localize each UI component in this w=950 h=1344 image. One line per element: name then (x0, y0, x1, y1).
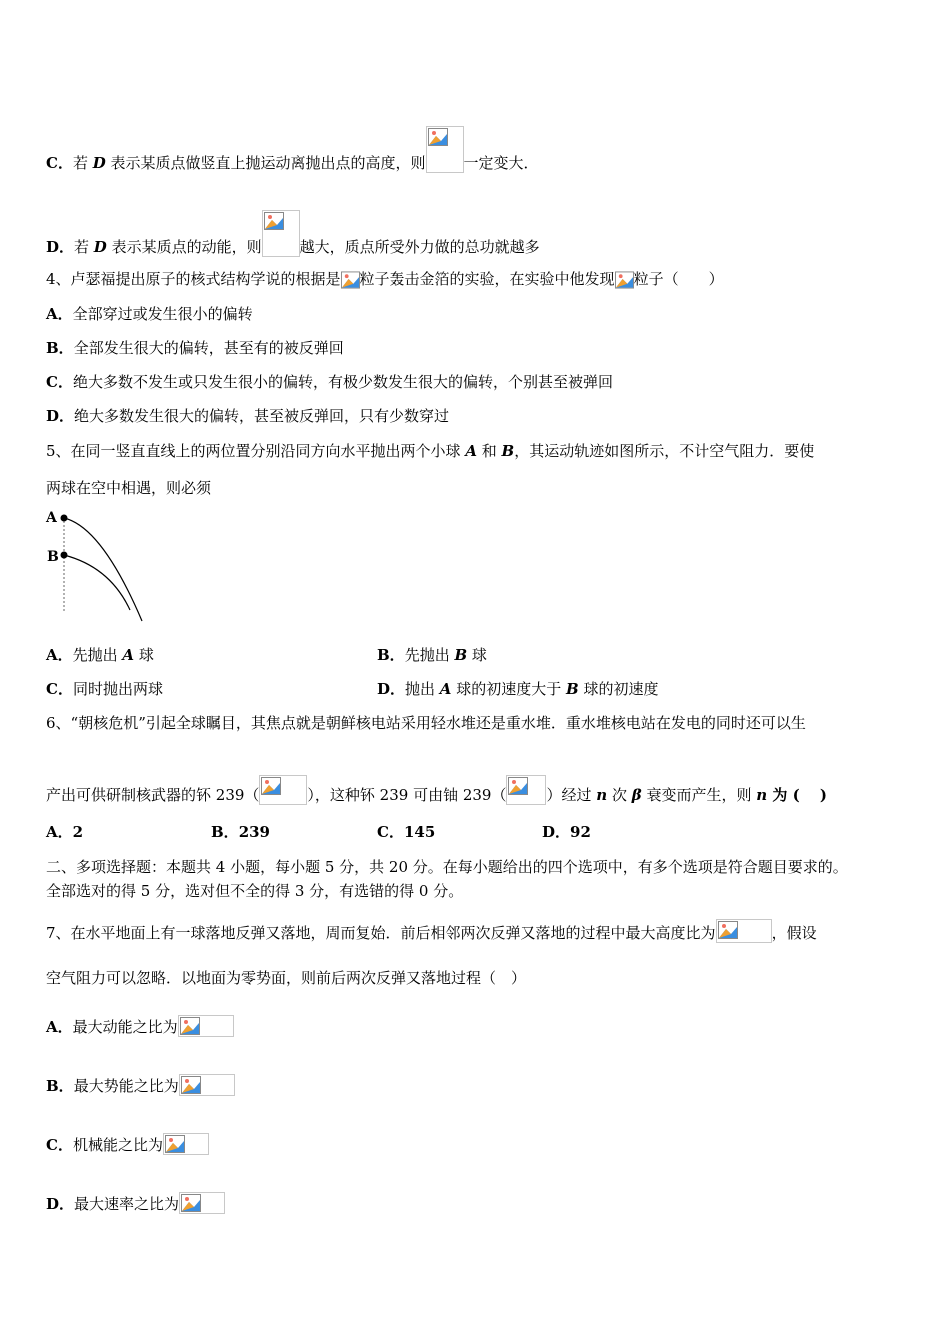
question-text: 次 (607, 786, 632, 804)
option-label: D． (46, 238, 75, 256)
q6-option-c (377, 822, 435, 842)
variable: D (93, 238, 107, 256)
option-text: 球 (467, 646, 487, 664)
option-text: 一定变大． (463, 154, 539, 172)
option-label: B． (377, 646, 405, 664)
option-label: C． (46, 680, 73, 698)
option-text: 最大势能之比为 (73, 1077, 179, 1095)
variable: A (465, 442, 477, 460)
option-text: 92 (570, 823, 591, 841)
option-text: 球的初速度 (578, 680, 659, 698)
option-label: A． (46, 646, 73, 664)
trajectory-a (64, 518, 142, 621)
variable: B (501, 442, 515, 460)
option-text: 表示某质点做竖直上抛运动离抛出点的高度，则 (105, 154, 426, 172)
option-text: 同时抛出两球 (72, 680, 163, 698)
question-text: 衰变而产生，则 (641, 786, 757, 804)
variable: A (122, 646, 135, 664)
section-text: 全部选对的得 5 分，选对但不全的得 3 分，有选错的得 0 分。 (46, 882, 464, 900)
q7-stem-line2 (46, 968, 526, 988)
ratio-formula-image-icon (179, 1192, 225, 1214)
question-text: 空气阻力可以忽略．以地面为零势面，则前后两次反弹又落地过程（ ） (46, 969, 527, 987)
q5-option-a (46, 645, 154, 665)
trajectory-b (64, 555, 130, 610)
broken-image-icon (262, 210, 300, 257)
q6-option-a (46, 822, 83, 842)
q6-option-b (211, 822, 270, 842)
option-text: 若 (72, 154, 93, 172)
option-label: C． (377, 823, 404, 841)
option-text: 239 (238, 823, 270, 841)
option-text: 最大速率之比为 (74, 1195, 180, 1213)
broken-image-icon (426, 126, 464, 173)
option-label: D． (377, 680, 406, 698)
label-b: B (47, 549, 59, 565)
option-label: C． (46, 1136, 73, 1154)
q3-option-d (46, 210, 540, 257)
question-text: 6、“朝核危机”引起全球瞩目，其焦点就是朝鲜核电站采用轻水堆还是重水堆．重水堆核电站在发电的同时还可以生 (46, 714, 806, 732)
pu239-formula-image-icon (259, 775, 307, 805)
q6-stem-line2 (46, 775, 827, 805)
trajectory-figure (42, 505, 152, 625)
option-label: A． (46, 823, 73, 841)
q7-stem-line1 (46, 919, 817, 943)
q7-option-d (46, 1192, 225, 1214)
ball-b-dot (61, 552, 68, 559)
ratio-formula-image-icon (178, 1015, 234, 1037)
question-text: ，其运动轨迹如图所示，不计空气阻力．要使 (514, 442, 815, 460)
option-text: 抛出 (405, 680, 440, 698)
option-text: 表示某质点的动能，则 (106, 238, 262, 256)
ball-a-dot (61, 515, 68, 522)
ratio-formula-image-icon (163, 1133, 209, 1155)
section-text: 二、多项选择题：本题共 4 小题，每小题 5 分，共 20 分。在每小题给出的四个选项中，有多个选项是符合题目要求的。 (46, 858, 848, 876)
option-text: 绝大多数发生很大的偏转，甚至被反弹回，只有少数穿过 (74, 407, 450, 425)
q5-option-c (46, 679, 163, 699)
option-label: D． (46, 1195, 75, 1213)
q5-option-d (377, 679, 658, 699)
option-label: B． (211, 823, 239, 841)
variable: n (596, 786, 608, 804)
question-text: 和 (476, 442, 502, 460)
question-text: ，假设 (771, 924, 817, 942)
question-text: 两球在空中相遇，则必须 (46, 479, 212, 497)
section-heading-line1 (46, 857, 848, 877)
ratio-formula-image-icon (716, 919, 772, 943)
q4-stem (46, 269, 724, 289)
option-text: 机械能之比为 (72, 1136, 163, 1154)
q5-stem-line2 (46, 478, 211, 498)
q5-stem-line1 (46, 441, 814, 461)
option-text: 绝大多数不发生或只发生很小的偏转，有极少数发生很大的偏转，个别甚至被弹回 (72, 373, 613, 391)
q4-option-b (46, 338, 344, 358)
option-text: 2 (72, 823, 84, 841)
option-text: 若 (74, 238, 94, 256)
q7-option-c (46, 1133, 209, 1155)
q7-option-a (46, 1015, 234, 1037)
variable: n (756, 786, 768, 804)
question-text: 4、卢瑟福提出原子的核式结构学说的根据是 (46, 270, 341, 288)
question-text: 产出可供研制核武器的钚 239（ (46, 786, 260, 804)
q6-stem-line1 (46, 713, 806, 733)
option-text: 越大，质点所受外力做的总功就越多 (299, 238, 540, 256)
option-text: 球 (134, 646, 154, 664)
option-label: D． (542, 823, 571, 841)
variable: B (454, 646, 468, 664)
question-text: 7、在水平地面上有一球落地反弹又落地，周而复始．前后相邻两次反弹又落地的过程中最大高度比为 (46, 924, 716, 942)
question-text: 粒子（ ） (633, 270, 724, 288)
question-text: ）经过 (546, 786, 597, 804)
question-text: 为 ( ) (767, 786, 828, 804)
q4-option-a (46, 304, 253, 324)
u239-formula-image-icon (506, 775, 546, 805)
option-label: B． (46, 339, 74, 357)
question-text: ），这种钚 239 可由铀 239（ (307, 786, 507, 804)
question-text: 5、在同一竖直直线上的两位置分别沿同方向水平抛出两个小球 (46, 442, 466, 460)
q3-option-c (46, 126, 539, 173)
q4-option-c (46, 372, 613, 392)
option-label: D． (46, 407, 75, 425)
option-label: A． (46, 1018, 73, 1036)
ratio-formula-image-icon (179, 1074, 235, 1096)
option-text: 全部穿过或发生很小的偏转 (72, 305, 253, 323)
variable: D (92, 154, 106, 172)
section-heading-line2 (46, 881, 463, 901)
option-text: 145 (403, 823, 436, 841)
option-text: 最大动能之比为 (72, 1018, 178, 1036)
label-a: A (46, 510, 57, 526)
option-text: 先抛出 (72, 646, 123, 664)
q7-option-b (46, 1074, 235, 1096)
option-label: C． (46, 154, 73, 172)
option-label: C． (46, 373, 73, 391)
variable: β (631, 786, 642, 804)
q5-option-b (377, 645, 487, 665)
variable: A (439, 680, 452, 698)
option-label: A． (46, 305, 73, 323)
option-text: 先抛出 (404, 646, 455, 664)
option-label: B． (46, 1077, 74, 1095)
variable: B (565, 680, 579, 698)
q6-option-d (542, 822, 591, 842)
option-text: 球的初速度大于 (451, 680, 566, 698)
q4-option-d (46, 406, 449, 426)
alpha-image-icon (615, 271, 634, 289)
alpha-image-icon (341, 271, 360, 289)
option-text: 全部发生很大的偏转，甚至有的被反弹回 (73, 339, 344, 357)
question-text: 粒子轰击金箔的实验，在实验中他发现 (359, 270, 615, 288)
